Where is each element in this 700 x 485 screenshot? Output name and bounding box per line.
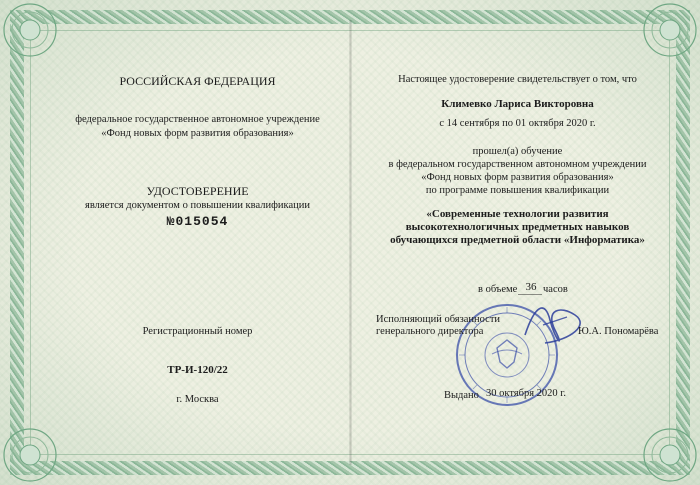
training-org-line1: в федеральном государственном автономном учреждении	[388, 159, 647, 170]
registration-number: ТР-И-120/22	[167, 364, 228, 376]
signer-role-line2: генерального директора	[376, 326, 484, 337]
program-title-line3: обучающихся предметной области «Информатика»	[390, 234, 645, 246]
program-title-line1: «Современные технологии развития	[426, 208, 609, 220]
passed-training: прошел(а) обучение	[472, 146, 563, 157]
issued-date: 30 октября 2020 г.	[486, 388, 567, 399]
signature-icon	[515, 295, 590, 355]
corner-ornament-icon	[640, 425, 700, 485]
volume-hours: 36	[525, 281, 537, 293]
country-title: РОССИЙСКАЯ ФЕДЕРАЦИЯ	[119, 74, 276, 88]
issuer-org-line2: «Фонд новых форм развития образования»	[101, 128, 294, 139]
document-subtitle: является документом о повышении квалификации	[85, 200, 310, 211]
issuer-org-line1: федеральное государственное автономное учреждение	[75, 114, 320, 125]
recipient-name: Климевко Лариса Викторовна	[441, 98, 594, 110]
training-org-line2: «Фонд новых форм развития образования»	[421, 172, 614, 183]
signer-name: Ю.А. Пономарёва	[578, 326, 659, 337]
city: г. Москва	[176, 394, 219, 405]
document-title: УДОСТОВЕРЕНИЕ	[146, 184, 249, 198]
document-number: №015054	[166, 214, 229, 229]
program-label: по программе повышения квалификации	[425, 185, 610, 196]
intro-text: Настоящее удостоверение свидетельствует о том, что	[398, 74, 637, 85]
registration-label: Регистрационный номер	[142, 326, 253, 337]
page-fold	[349, 20, 352, 465]
signer-role-line1: Исполняющий обязанности	[376, 314, 501, 325]
issued-label: Выдано	[444, 390, 479, 401]
corner-ornament-icon	[0, 425, 60, 485]
volume-label: в объеме	[478, 284, 518, 295]
program-title-line2: высокотехнологичных предметных навыков	[405, 221, 630, 233]
corner-ornament-icon	[640, 0, 700, 60]
corner-ornament-icon	[0, 0, 60, 60]
training-period: с 14 сентября по 01 октября 2020 г.	[439, 118, 596, 129]
volume-unit: часов	[543, 284, 568, 295]
